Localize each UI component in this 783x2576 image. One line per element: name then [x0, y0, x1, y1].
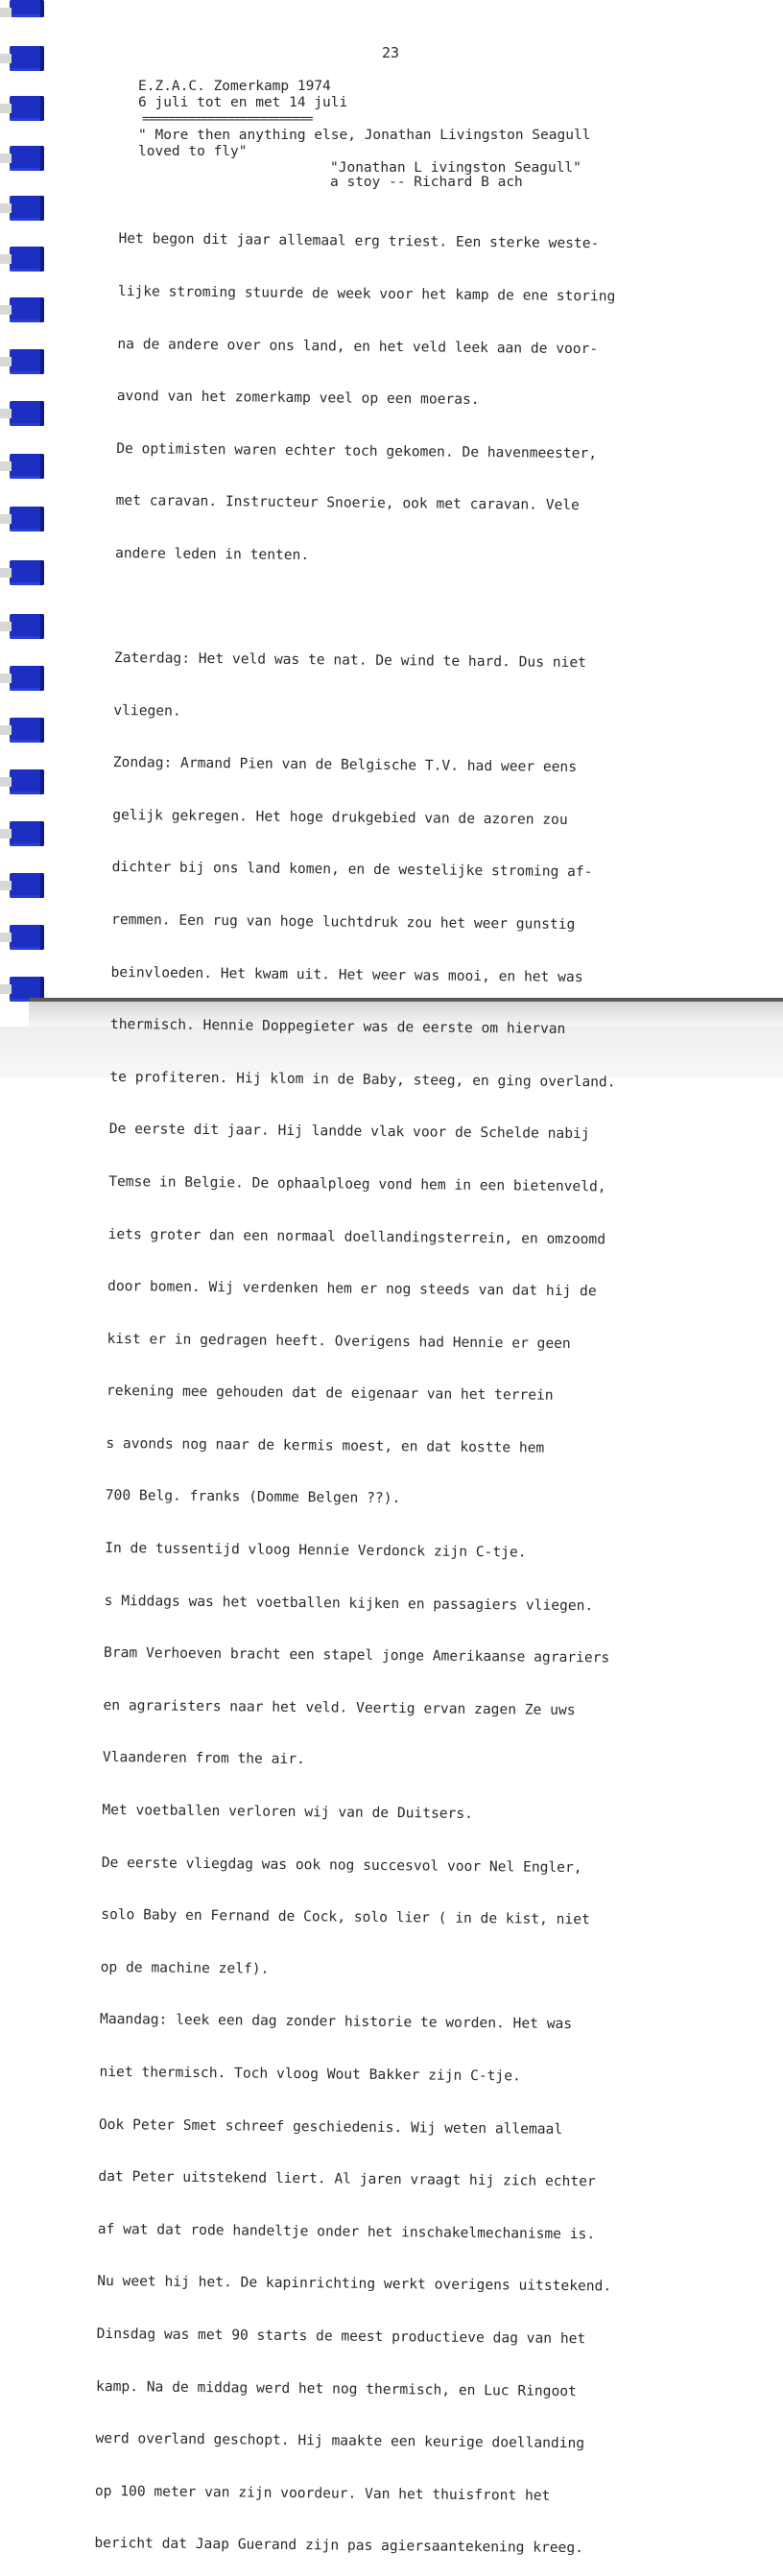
body-line: dichter bij ons land komen, en de westelijke stroming af- — [111, 859, 593, 881]
body-line: De eerste vliegdag was ook nog succesvol voor Nel Engler, — [101, 1854, 582, 1876]
binding-ring — [10, 247, 44, 272]
body-line: Dinsdag was met 90 starts de meest productieve dag van het — [96, 2325, 586, 2348]
body-line: lijke stroming stuurde de week voor het kamp de ene storing — [117, 282, 616, 305]
paragraph-gap — [114, 598, 690, 621]
body-line: Maandag: leek een dag zonder historie te worden. Het was — [100, 2011, 573, 2033]
quote-source-author: a stoy -- Richard B ach — [330, 175, 523, 190]
body-line: De optimisten waren echter toch gekomen. De havenmeester, — [116, 439, 598, 462]
binding-ring — [10, 718, 44, 743]
spiral-binding — [0, 0, 46, 1017]
body-line: Zaterdag: Het veld was te nat. De wind te hard. Dus niet — [113, 649, 587, 672]
body-line: Nu weet hij het. De kapinrichting werkt overigens uitstekend. — [97, 2273, 612, 2295]
body-line: te profiteren. Hij klom in de Baby, steeg, en ging overland. — [109, 1068, 616, 1091]
epigraph-quote — [138, 128, 590, 160]
body-line: Vlaanderen from the air. — [102, 1749, 305, 1768]
header-underline: ========================== — [142, 112, 313, 127]
header-dates: 6 juli tot en met 14 juli — [138, 95, 348, 110]
body-line: Zondag: Armand Pien van de Belgische T.V. had weer eens — [112, 754, 578, 776]
binding-ring — [10, 614, 44, 639]
body-line: Temse in Belgie. De ophaalploeg vond hem in een bietenveld, — [108, 1172, 606, 1195]
quote-source-title: "Jonathan L ivingston Seagull" — [330, 160, 581, 176]
body-line: rekening mee gehouden dat de eigenaar van het terrein — [106, 1383, 554, 1405]
document-header — [138, 79, 347, 128]
body-line: De eerste dit jaar. Hij landde vlak voor de Schelde nabij — [108, 1121, 590, 1143]
body-line: Ook Peter Smet schreef geschiedenis. Wij weten allemaal — [98, 2115, 563, 2138]
body-line: door bomen. Wij verdenken hem er nog steeds van dat hij de — [107, 1278, 597, 1300]
body-line: Met voetballen verloren wij van de Duitsers. — [102, 1801, 474, 1822]
page-number: 23 — [382, 44, 400, 61]
body-line: Bram Verhoeven bracht een stapel jonge Amerikaanse agrariers — [104, 1644, 610, 1666]
body-line: op de machine zelf). — [100, 1958, 270, 1977]
body-line: niet thermisch. Toch vloog Wout Bakker zijn C-tje. — [99, 2063, 521, 2085]
binding-ring — [10, 401, 44, 426]
body-line: af wat dat rode handeltje onder het inschakelmechanisme is. — [97, 2220, 596, 2243]
binding-ring — [10, 769, 44, 794]
body-line: s Middags was het voetballen kijken en passagiers vliegen. — [104, 1592, 594, 1614]
binding-ring — [10, 560, 44, 585]
binding-ring — [10, 0, 44, 17]
binding-ring — [10, 925, 44, 950]
body-line: andere leden in tenten. — [115, 544, 310, 564]
body-line: In de tussentijd vloog Hennie Verdonck zijn C-tje. — [105, 1539, 527, 1561]
quote-line: " More then anything else, Jonathan Livingston Seagull — [138, 128, 591, 143]
binding-ring — [10, 297, 44, 322]
body-line: dat Peter uitstekend liert. Al jaren vraagt hij zich echter — [98, 2168, 596, 2190]
body-line: en agraristers naar het veld. Veertig ervan zagen Ze uws — [103, 1696, 576, 1718]
body-line: werd overland geschopt. Hij maakte een keurige doellanding — [95, 2430, 585, 2452]
body-line: op 100 meter van zijn voordeur. Van het thuisfront het — [94, 2482, 551, 2504]
body-line: iets groter dan een normaal doellandingsterrein, en omzoomd — [107, 1225, 606, 1247]
binding-ring — [10, 46, 44, 71]
binding-ring — [10, 96, 44, 121]
body-line: gelijk gekregen. Het hoge drukgebied van de azoren zou — [112, 806, 568, 828]
quote-line: loved to fly" — [138, 144, 248, 159]
body-line: vliegen. — [113, 701, 181, 720]
header-title: E.Z.A.C. Zomerkamp 1974 — [138, 79, 331, 94]
body-line: met caravan. Instructeur Snoerie, ook met caravan. Vele — [115, 492, 580, 514]
binding-ring — [10, 454, 44, 479]
body-line: avond van het zomerkamp veel op een moeras. — [116, 388, 480, 409]
body-line: remmen. Een rug van hoge luchtdruk zou het weer gunstig — [111, 910, 576, 933]
body-line: kist er in gedragen heeft. Overigens had Hennie er geen — [107, 1330, 571, 1352]
binding-ring — [10, 146, 44, 171]
body-line: na de andere over ons land, en het veld leek aan de voor- — [117, 335, 599, 357]
body-line: Het begon dit jaar allemaal erg triest. Een sterke weste- — [118, 230, 600, 252]
body-line: solo Baby en Fernand de Cock, solo lier ( in de kist, niet — [101, 1906, 590, 1928]
body-line: bericht dat Jaap Guerand zijn pas agiersaantekening kreeg. — [94, 2535, 584, 2557]
binding-ring — [10, 666, 44, 691]
body-line: beinvloeden. Het kwam uit. Het weer was mooi, en het was — [110, 963, 583, 985]
quote-attribution — [330, 161, 581, 190]
body-line: thermisch. Hennie Doppegieter was de eerste om hiervan — [109, 1016, 566, 1038]
binding-ring — [10, 349, 44, 374]
body-line: 700 Belg. franks (Domme Belgen ??). — [105, 1487, 401, 1507]
report-body — [94, 196, 695, 2576]
binding-ring — [10, 196, 44, 221]
binding-ring — [10, 507, 44, 532]
body-line: s avonds nog naar de kermis moest, en dat kostte hem — [106, 1434, 545, 1456]
body-line: kamp. Na de middag werd het nog thermisch, en Luc Ringoot — [96, 2377, 577, 2399]
binding-ring — [10, 873, 44, 898]
binding-ring — [10, 821, 44, 846]
